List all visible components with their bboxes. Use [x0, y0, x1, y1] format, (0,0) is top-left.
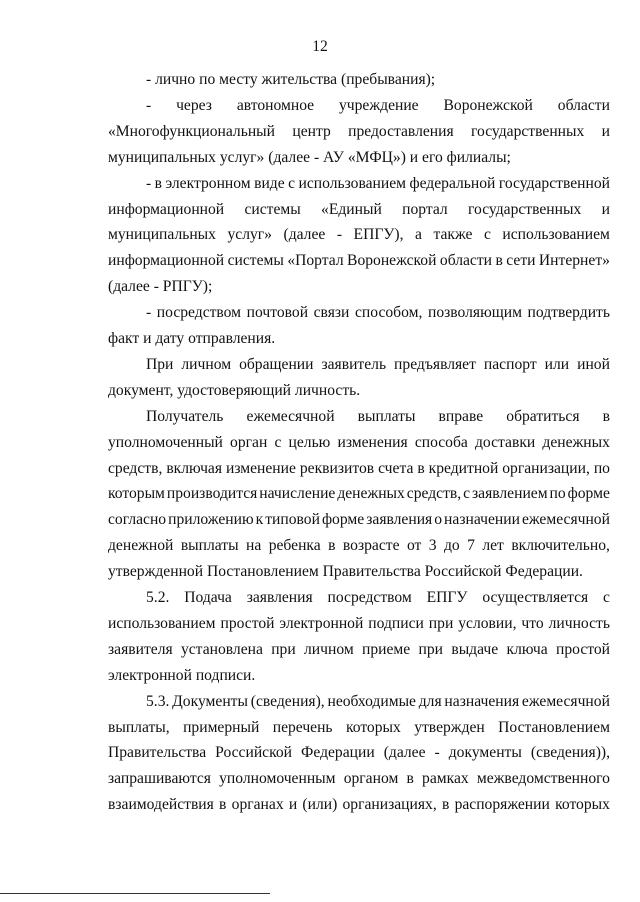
text-line: информационной системы «Единый портал государственных и: [108, 200, 610, 218]
text-line: информационной системы «Портал Воронежской области в сети Интернет»: [108, 252, 610, 270]
text-line: которым производится начисление денежных средств, с заявлением по форме: [108, 485, 610, 503]
text-line: При личном обращении заявитель предъявляет паспорт или иной: [146, 355, 610, 373]
text-line: Получатель ежемесячной выплаты вправе обратиться в: [146, 407, 610, 425]
text-line: утвержденной Постановлением Правительства Российской Федерации.: [108, 563, 583, 581]
text-line: уполномоченный орган с целью изменения способа доставки денежных: [108, 433, 610, 451]
text-line: согласно приложению к типовой форме заявления о назначении ежемесячной: [108, 511, 610, 529]
text-line: денежной выплаты на ребенка в возрасте от 3 до 7 лет включительно,: [108, 537, 610, 555]
text-line: электронной подписи.: [108, 666, 256, 684]
text-line: факт и дату отправления.: [108, 330, 276, 347]
text-line: документ, удостоверяющий личность.: [108, 381, 361, 399]
text-line: использованием простой электронной подписи при условии, что личность: [108, 614, 610, 632]
text-line: муниципальных услуг» (далее - АУ «МФЦ») и его филиалы;: [108, 148, 511, 166]
text-line: средств, включая изменение реквизитов счета в кредитной организации, по: [108, 459, 610, 477]
text-line: заявителя установлена при личном приеме при выдаче ключа простой: [108, 640, 610, 658]
text-line: - лично по месту жительства (пребывания);: [146, 71, 436, 88]
text-line: муниципальных услуг» (далее - ЕПГУ), а также с использованием: [108, 226, 610, 244]
text-line: - в электронном виде с использованием федеральной государственной: [146, 174, 610, 192]
text-line: Правительства Российской Федерации (далее - документы (сведения)),: [108, 744, 610, 762]
text-line: взаимодействия в органах и (или) организациях, в распоряжении которых: [108, 796, 610, 814]
text-line: - через автономное учреждение Воронежской области: [146, 96, 610, 114]
text-line: запрашиваются уполномоченным органом в рамках межведомственного: [108, 770, 610, 788]
footnote-rule: [0, 893, 270, 894]
text-line: 5.2. Подача заявления посредством ЕПГУ осуществляется с: [146, 589, 610, 606]
text-line: (далее - РПГУ);: [108, 278, 213, 296]
text-line: выплаты, примерный перечень которых утвержден Постановлением: [108, 718, 610, 736]
text-line: - посредством почтовой связи способом, позволяющим подтвердить: [146, 304, 610, 322]
text-line: 5.3. Документы (сведения), необходимые для назначения ежемесячной: [146, 692, 610, 710]
page-number: 12: [312, 38, 328, 55]
text-line: «Многофункциональный центр предоставления государственных и: [108, 122, 610, 140]
